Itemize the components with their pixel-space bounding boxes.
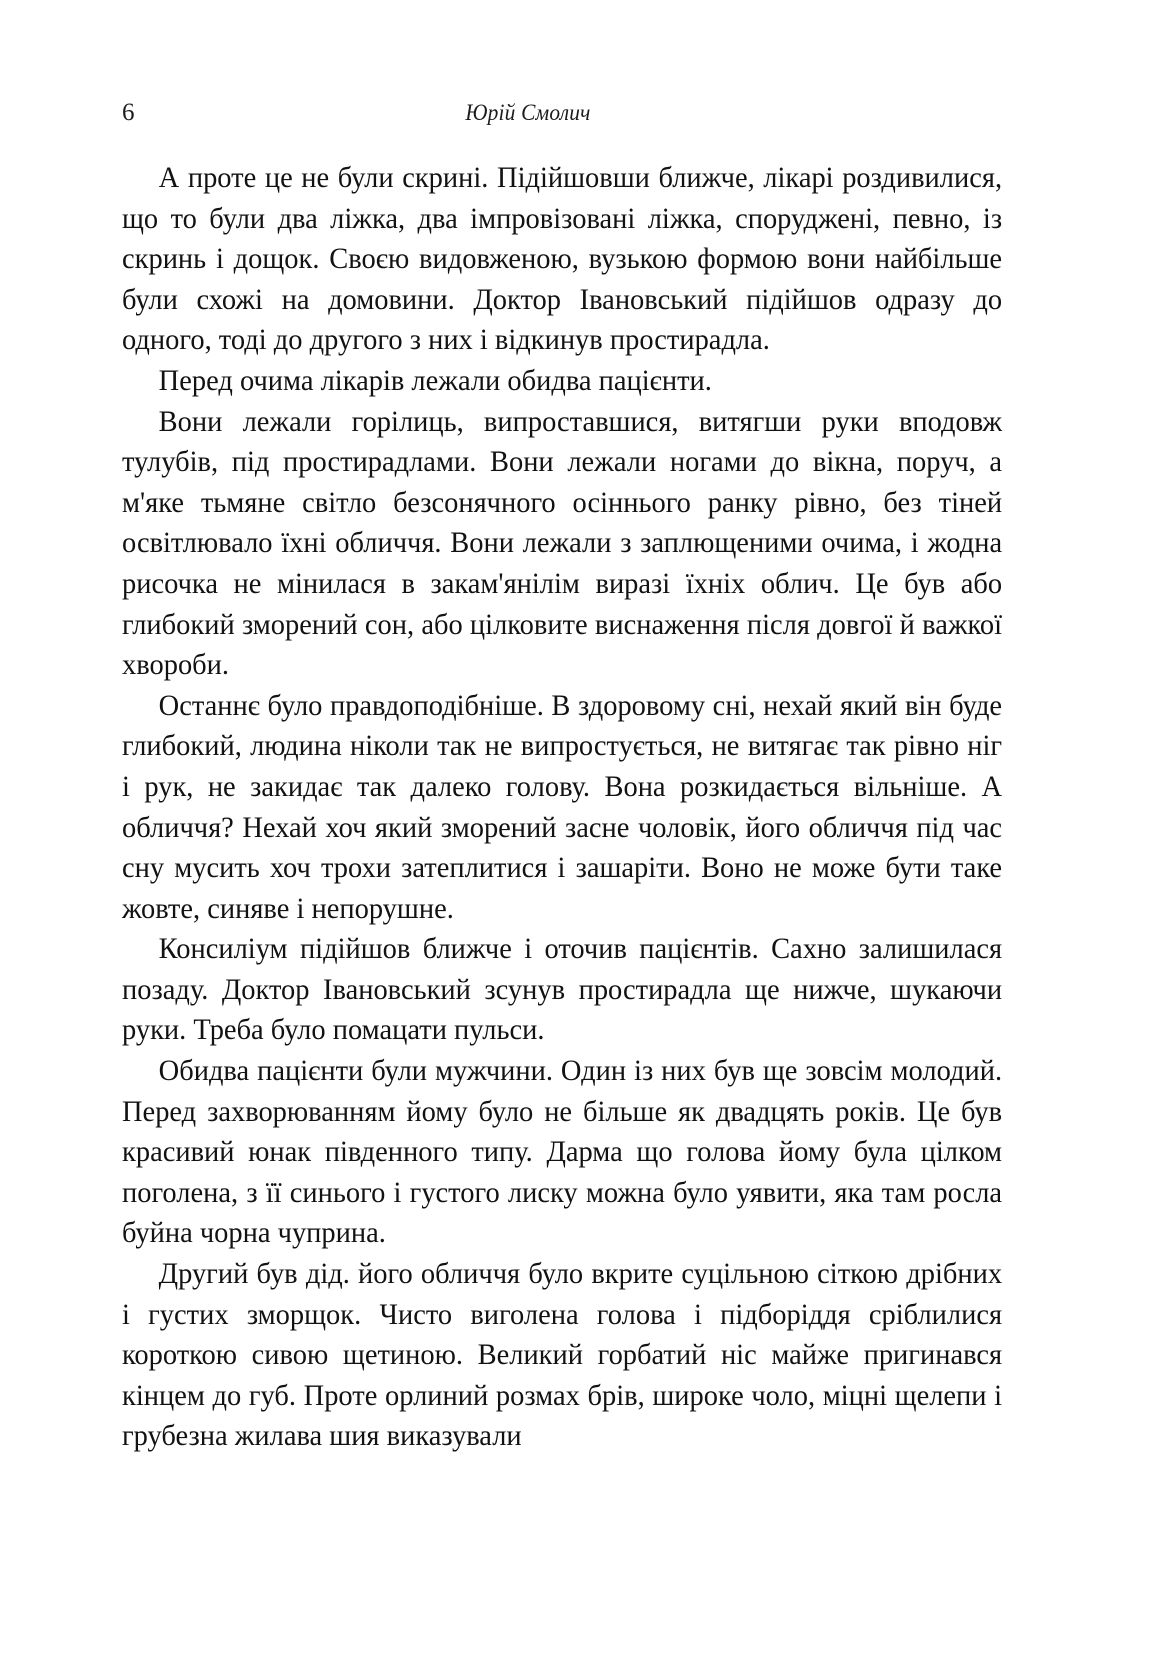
paragraph: Обидва пацієнти були мужчини. Один із них був ще зовсім молодий. Перед захворюванням йому було не більше як двадцять років. Це був красивий юнак південного типу. Дарма що голова йому була цілком поголена, з її синього і густого лиску можна було уявити, яка там росла буйна чорна чуприна. (122, 1055, 1003, 1250)
paragraph: Перед очима лікарів лежали обидва пацієнти. (158, 364, 712, 397)
paragraph: Другий був дід. його обличчя було вкрите суцільною сіткою дрібних і густих зморщок. Чисто виголена голова і підборіддя сріблилися короткою сивою щетиною. Великий горбатий ніс майже пригинався кінцем до губ. Проте орлиний розмах брів, широке чоло, міцні щелепи і грубезна жилава шия виказували (122, 1258, 1003, 1453)
paragraph: А проте це не були скрині. Підійшовши ближче, лікарі роздивилися, що то були два ліжка, два імпровізовані ліжка, споруджені, певно, із скринь і дощок. Своєю видовженою, вузькою формою вони найбільше були схожі на домовини. Доктор Івановський підійшов одразу до одного, тоді до другого з них і відкинув простирадла. (122, 162, 1003, 357)
page-number: 6 (122, 99, 135, 126)
body-text-block (122, 158, 1034, 1457)
paragraph: Останнє було правдоподібніше. В здоровому сні, нехай який він буде глибокий, людина ніколи так не випростується, не витягає так рівно ніг і рук, не закидає так далеко голову. Вона розкидається вільніше. А обличчя? Нехай хоч який зморений засне чоловік, його обличчя під час сну мусить хоч трохи затеплитися і зашаріти. Воно не може бути таке жовте, синяве і непорушне. (122, 689, 1003, 925)
paragraph: Вони лежали горілиць, випроставшися, витягши руки вподовж тулубів, під простирадлами. Вони лежали ногами до вікна, поруч, а м'яке тьмяне світло безсонячного осіннього ранку рівно, без тіней освітлювало їхні обличчя. Вони лежали з заплющеними очима, і жодна рисочка не мінилася в закам'янілім виразі їхніх облич. Це був або глибокий зморений сон, або цілковите виснаження після довгої й важкої хвороби. (122, 405, 1003, 682)
running-title-author: Юрій Смолич (465, 100, 591, 125)
running-header (122, 100, 1032, 134)
paragraph: Консиліум підійшов ближче і оточив пацієнтів. Сахно залишилася позаду. Доктор Івановський зсунув простирадла ще нижче, шукаючи руки. Треба було помацати пульси. (122, 933, 1003, 1047)
